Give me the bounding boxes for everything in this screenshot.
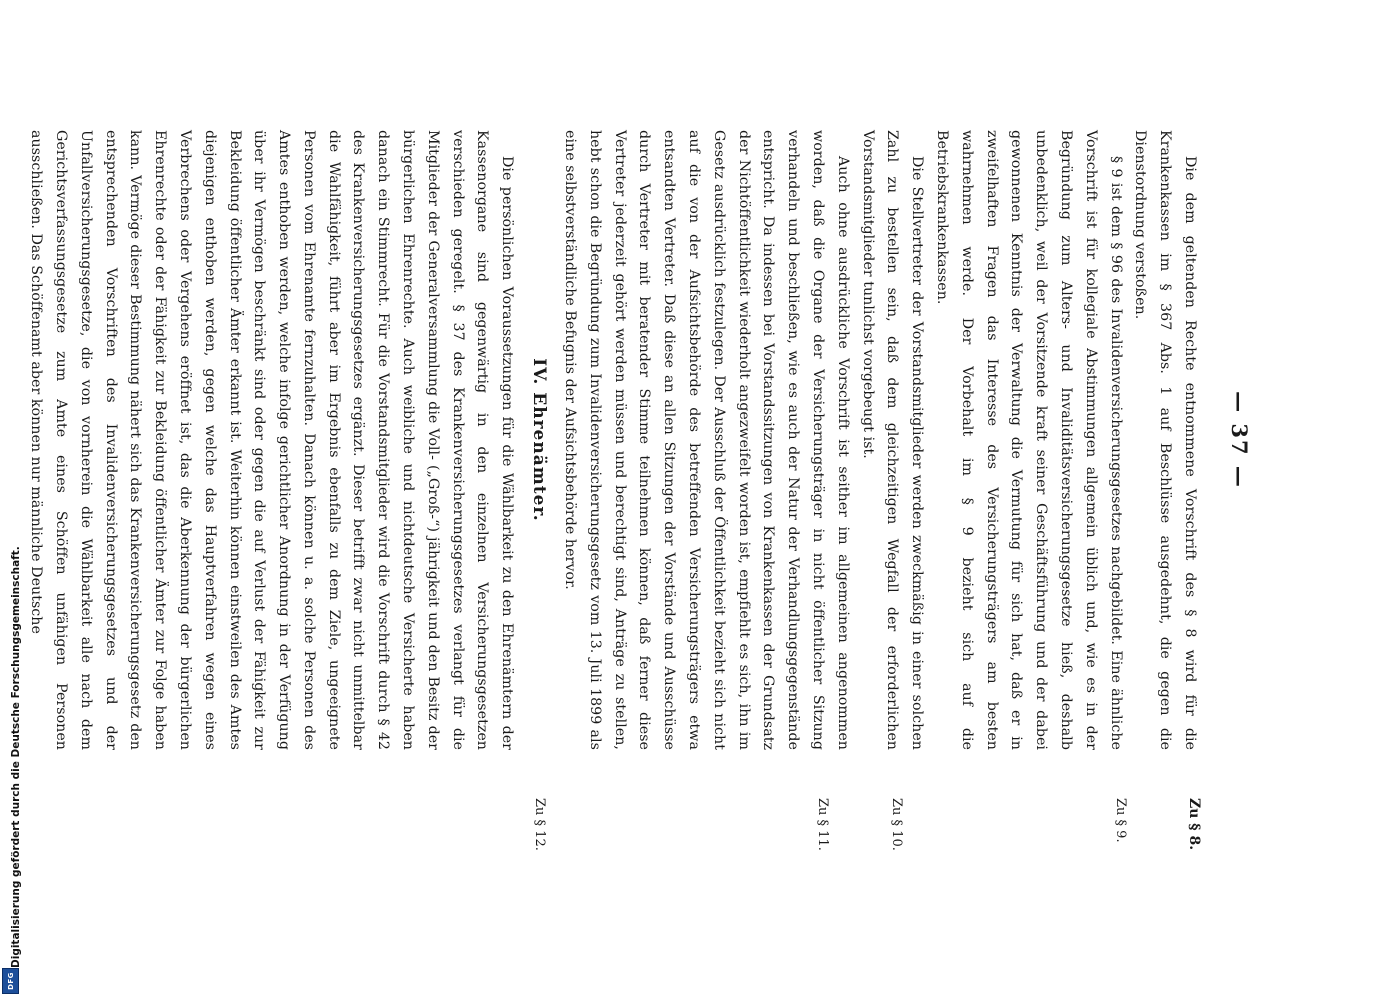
paragraph: Die persönlichen Voraussetzungen für die Wählbarkeit zu den Ehrenämtern der Kassenorgane sind gegenwärtig in den einzelnen Versicherungsgesetzen verschieden geregelt. § 37 des Krankenversicherungsgesetzes verlangt für die Mitglieder der Generalversammlung die Voll- („Groß-“) jährigkeit und den Besitz der bürgerlichen Ehrenrechte. Auch weibliche und nichtdeutsche Versicherte haben danach ein Stimmrecht. Für die Vorstandsmitglieder wird die Vorschrift durch § 42 des Krankenversicherungsgesetzes ergänzt. Dieser betrifft zwar nicht unmittelbar die Wahlfähigkeit, führt aber im Ergebnis ebenfalls zu dem Ziele, ungeeignete Personen vom Ehrenamte fernzuhalten. Danach können u. a. solche Personen des Amtes enthoben werden, welche infolge gerichtlicher Anordnung in der Verfügung über ihr Vermögen beschränkt sind oder gegen die auf Verlust der Fähigkeit zur Bekleidung öffentlicher Ämter erkannt ist. Weiterhin können einstweilen des Amtes diejenigen enthoben werden, gegen welche das Hauptverfahren wegen eines Verbrechens oder Vergehens eröffnet ist, das die Aberkennung der bürgerlichen Ehrenrechte oder der Fähigkeit zur Bekleidung öffentlicher Ämter zur Folge haben kann. Vermöge dieser Bestimmung nähert sich das Krankenversicherungsgesetz den entsprechenden Vorschriften des Invalidenversicherungsgesetzes und der Unfallversicherungsgesetze, die von vornherein die Wählbarkeit alle nach dem Gerichtsverfassungsgesetze zum Amte eines Schöffen unfähigen Personen ausschließen. Das Schöffenamt aber können nur männliche Deutsche	[28, 130, 516, 750]
margin-ref: Zu § 12.	[532, 798, 547, 851]
credit-strip	[0, 0, 20, 1000]
paragraph: Die Stellvertreter der Vorstandsmitglieder werden zweckmäßig in einer solchen Zahl zu bestellen sein, daß dem gleichzeitigen Wegfall der erforderlichen Vorstandsmitglieder tunlichst vorgebeugt ist.	[859, 130, 926, 750]
paragraph: Auch ohne ausdrückliche Vorschrift ist seither im allgemeinen angenommen worden, daß die Organe der Versicherungsträger in nicht öffentlicher Sitzung verhandeln und beschließen, wie es auch der Natur der Verhandlungsgegenstände entspricht. Da indessen bei Vorstandssitzungen von Krankenkassen der Grundsatz der Nichtöffentlichkeit wiederholt angezweifelt worden ist, empfiehlt es sich, ihn im Gesetz ausdrücklich festzulegen. Der Ausschluß der Öffentlichkeit bezieht sich nicht auf die von der Aufsichtsbehörde des betreffenden Versicherungsträgers etwa entsandten Vertreter. Daß diese an allen Sitzungen der Vorstände und Ausschüsse durch Vertreter mit beratender Stimme teilnehmen können, daß ferner diese Vertreter jederzeit gehört werden müssen und berechtigt sind, Anträge zu stellen, hebt schon die Begründung zum Invalidenversicherungsgesetz vom 13. Juli 1899 als eine selbstverständliche Befugnis der Aufsichtsbehörde hervor.	[562, 130, 851, 750]
margin-ref: Zu § 9.	[1113, 798, 1128, 843]
dfg-logo-icon: DFG	[2, 968, 19, 994]
margin-ref: Zu § 8.	[1186, 798, 1202, 851]
body-text	[23, 130, 1202, 750]
margin-ref: Zu § 10.	[889, 798, 904, 851]
funding-credit: Digitalisierung gefördert durch die Deutsche Forschungsgemeinschaft.	[10, 546, 22, 968]
paragraph: Die dem geltenden Rechte entnommene Vorschrift des § 8 wird für die Krankenkassen im § 367 Abs. 1 auf Beschlüsse ausgedehnt, die gegen die Dienstordnung verstoßen.	[1132, 130, 1198, 750]
section-heading: IV. Ehrenämter.	[529, 358, 550, 522]
margin-ref: Zu § 11.	[815, 798, 830, 851]
paragraph: § 9 ist dem § 96 des Invalidenversicherungsgesetzes nachgebildet. Eine ähnliche Vorschrift ist für kollegiale Abstimmungen allgemein üblich und, wie es in der Begründung zum Alters- und Invaliditätsversicherungsgesetze hieß, deshalb unbedenklich, weil der Vorsitzende kraft seiner Geschäftsführung und der dabei gewonnenen Kenntnis der Verwaltung die Vermutung für sich hat, daß er in zweifelhaften Fragen das Interesse des Versicherungsträgers am besten wahrnehmen werde. Der Vorbehalt im § 9 bezieht sich auf die Betriebskrankenkassen.	[934, 130, 1124, 750]
page-number: — 37 —	[1227, 391, 1252, 489]
rotated-page	[28, 130, 1260, 860]
